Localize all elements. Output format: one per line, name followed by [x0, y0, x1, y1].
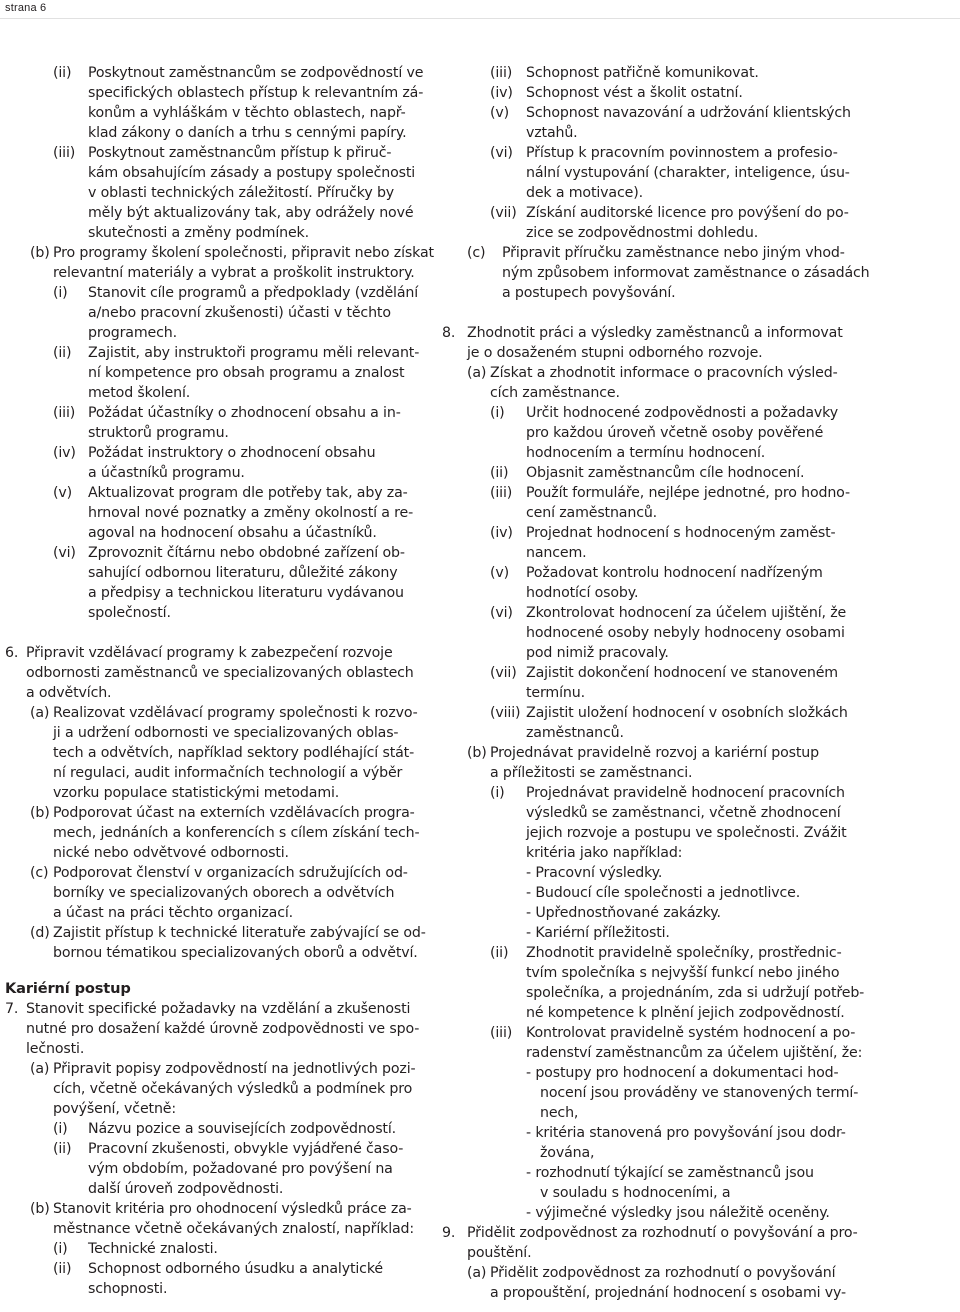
text-line: Pracovní zkušenosti, obvykle vyjádřené časo- — [88, 1141, 404, 1157]
text-line: (b) — [30, 1201, 50, 1217]
text-line: a účast na práci těchto organizací. — [53, 905, 294, 921]
text-line: 7. — [5, 1001, 19, 1017]
text-line: Zprovoznit čítárnu nebo obdobné zařízení ob- — [88, 545, 405, 561]
text-line: Projednávat pravidelně rozvoj a kariérní postup — [490, 745, 819, 761]
text-line: nocení jsou prováděny ve stanovených termí- — [540, 1085, 859, 1101]
text-line: v oblasti technických záležitostí. Příručky by — [88, 185, 395, 201]
text-line: Zhodnotit pravidelně společníky, prostřednic- — [526, 945, 842, 961]
text-line: a předpisy a technickou literaturu vydávanou — [88, 585, 404, 601]
text-line: (ii) — [53, 1261, 72, 1277]
text-line: konům a vyhláškám v těchto oblastech, např- — [88, 105, 406, 121]
text-line: (vi) — [490, 605, 513, 621]
text-line: (b) — [30, 245, 50, 261]
text-line: mech, jednáních a konferencích s cílem získání tech- — [53, 825, 420, 841]
text-line: (v) — [490, 565, 510, 581]
text-line: (b) — [467, 745, 487, 761]
text-line: ným způsobem informovat zaměstnance o zásadách — [502, 265, 870, 281]
text-line: Realizovat vzdělávací programy společnosti k rozvo- — [53, 705, 418, 721]
text-line: (iii) — [490, 485, 513, 501]
text-line: lečnosti. — [26, 1041, 85, 1057]
text-line: vým obdobím, požadované pro povýšení na — [88, 1161, 393, 1177]
text-line: hodnocené osoby nebyly hodnoceny osobami — [526, 625, 845, 641]
text-line: Použít formuláře, nejlépe jednotné, pro hodno- — [526, 485, 850, 501]
text-line: borníky ve specializovaných oborech a odvětvích — [53, 885, 395, 901]
text-line: (vi) — [490, 145, 513, 161]
text-line: bornou tématikou specializovaných oborů a odvětví. — [53, 945, 418, 961]
text-line: (iii) — [490, 65, 513, 81]
text-line: v souladu s hodnoceními, a — [540, 1185, 731, 1201]
text-line: Určit hodnocené zodpovědnosti a požadavky — [526, 405, 838, 421]
text-line: Stanovit cíle programů a předpoklady (vzdělání — [88, 285, 419, 301]
text-line: Pro programy školení společnosti, připravit nebo získat — [53, 245, 434, 261]
text-line: Projednat hodnocení s hodnoceným zaměst- — [526, 525, 836, 541]
text-line: (vi) — [53, 545, 76, 561]
text-line: kritéria jako například: — [526, 845, 683, 861]
text-line: Aktualizovat program dle potřeby tak, aby za- — [88, 485, 408, 501]
text-line: (ii) — [490, 945, 509, 961]
text-line: nické nebo odvětvové odbornosti. — [53, 845, 289, 861]
text-line: termínu. — [526, 685, 585, 701]
text-line: Zajistit uložení hodnocení v osobních složkách — [526, 705, 848, 721]
text-line: - postupy pro hodnocení a dokumentaci hod- — [526, 1065, 839, 1081]
text-line: - výjimečné výsledky jsou náležitě oceněny. — [526, 1205, 830, 1221]
text-line: a odvětvích. — [26, 685, 112, 701]
text-line: Názvu pozice a souvisejících zodpovědností. — [88, 1121, 396, 1137]
text-line: (ii) — [53, 345, 72, 361]
text-line: a příležitosti se zaměstnanci. — [490, 765, 693, 781]
text-line: klad zákony o daních a trhu s cennými papíry. — [88, 125, 407, 141]
text-line: Získání auditorské licence pro povýšení do po- — [526, 205, 849, 221]
text-line: Kontrolovat pravidelně systém hodnocení a po- — [526, 1025, 856, 1041]
text-line: Požádat účastníky o zhodnocení obsahu a in- — [88, 405, 401, 421]
text-line: Získat a zhodnotit informace o pracovních výsled- — [490, 365, 838, 381]
text-line: (iv) — [490, 525, 513, 541]
section-heading: Kariérní postup — [5, 980, 131, 997]
text-line: a účastníků programu. — [88, 465, 245, 481]
text-line: (a) — [467, 1265, 487, 1281]
text-line: městnance včetně očekávaných znalostí, například: — [53, 1221, 415, 1237]
text-line: vztahů. — [526, 125, 578, 141]
text-line: tvím společníka s nejvyšší funkcí nebo jiného — [526, 965, 840, 981]
text-line: povýšení, včetně: — [53, 1101, 176, 1117]
text-line: 8. — [442, 325, 456, 341]
text-line: Přidělit zodpovědnost za rozhodnutí o povyšování — [490, 1265, 836, 1281]
text-line: jejich rozvoje a postupu ve společnosti. Zvážit — [526, 825, 847, 841]
text-line: (c) — [467, 245, 486, 261]
text-line: skutečnosti a změny podmínek. — [88, 225, 309, 241]
text-line: vzorku populace statistickými metodami. — [53, 785, 340, 801]
text-line: - Upřednostňované zakázky. — [526, 905, 721, 921]
text-line: ji a udržení odbornosti ve specializovaných oblas- — [53, 725, 399, 741]
text-line: výsledků se zaměstnanci, včetně zhodnocení — [526, 805, 841, 821]
text-line: tech a odvětvích, například sektory podléhající stát- — [53, 745, 415, 761]
text-line: relevantní materiály a vybrat a proškolit instruktory. — [53, 265, 415, 281]
text-line: (a) — [30, 705, 50, 721]
text-line: (c) — [30, 865, 49, 881]
text-line: (ii) — [53, 65, 72, 81]
text-line: Přidělit zodpovědnost za rozhodnutí o povyšování a pro- — [467, 1225, 858, 1241]
text-line: Schopnost patřičně komunikovat. — [526, 65, 759, 81]
text-line: (i) — [490, 405, 505, 421]
text-line: (vii) — [490, 205, 517, 221]
text-line: (iii) — [53, 405, 76, 421]
text-line: zice se zodpovědnostmi dohledu. — [526, 225, 759, 241]
text-line: Zhodnotit práci a výsledky zaměstnanců a informovat — [467, 325, 843, 341]
text-line: (i) — [53, 285, 68, 301]
text-line: (vii) — [490, 665, 517, 681]
left-column — [0, 0, 440, 1312]
text-line: Zajistit přístup k technické literatuře zabývající se od- — [53, 925, 426, 941]
text-line: pouštění. — [467, 1245, 532, 1261]
text-line: kám obsahujícím zásady a postupy společnosti — [88, 165, 416, 181]
text-line: nech, — [540, 1105, 579, 1121]
text-line: společností. — [88, 605, 171, 621]
text-line: 6. — [5, 645, 19, 661]
text-line: (iv) — [53, 445, 76, 461]
text-line: nutné pro dosažení každé úrovně zodpovědnosti ve spo- — [26, 1021, 420, 1037]
text-line: Požádat instruktory o zhodnocení obsahu — [88, 445, 376, 461]
text-line: žována, — [540, 1145, 595, 1161]
text-line: (i) — [490, 785, 505, 801]
text-line: pro každou úroveň včetně osoby pověřené — [526, 425, 824, 441]
text-line: Objasnit zaměstnancům cíle hodnocení. — [526, 465, 805, 481]
text-line: Projednávat pravidelně hodnocení pracovních — [526, 785, 845, 801]
text-line: - Budoucí cíle společnosti a jednotlivce. — [526, 885, 801, 901]
text-line: cení zaměstnanců. — [526, 505, 658, 521]
text-line: - Pracovní výsledky. — [526, 865, 663, 881]
text-line: - Kariérní příležitosti. — [526, 925, 670, 941]
text-line: agoval na hodnocení obsahu a účastníků. — [88, 525, 377, 541]
text-line: (v) — [490, 105, 510, 121]
text-line: (iii) — [490, 1025, 513, 1041]
text-line: Podporovat členství v organizacích sdružujících od- — [53, 865, 408, 881]
text-line: Schopnost vést a školit ostatní. — [526, 85, 743, 101]
text-line: Schopnost odborného úsudku a analytické — [88, 1261, 383, 1277]
text-line: Zkontrolovat hodnocení za účelem ujištění, že — [526, 605, 847, 621]
text-line: (ii) — [53, 1141, 72, 1157]
text-line: 9. — [442, 1225, 456, 1241]
text-line: měly být aktualizovány tak, aby odrážely nové — [88, 205, 414, 221]
page-number-label: strana 6 — [5, 2, 47, 14]
text-line: sahující odbornou literaturu, důležité zákony — [88, 565, 398, 581]
text-line: dek a motivace). — [526, 185, 643, 201]
text-line: (i) — [53, 1121, 68, 1137]
text-line: (iv) — [490, 85, 513, 101]
text-line: a postupech povyšování. — [502, 285, 676, 301]
text-line: Zajistit dokončení hodnocení ve stanoveném — [526, 665, 838, 681]
text-line: (ii) — [490, 465, 509, 481]
text-line: Zajistit, aby instruktoři programu měli relevant- — [88, 345, 420, 361]
text-line: nální vystupování (charakter, inteligence, úsu- — [526, 165, 850, 181]
text-line: (i) — [53, 1241, 68, 1257]
text-line: Technické znalosti. — [88, 1241, 218, 1257]
text-line: Připravit vzdělávací programy k zabezpečení rozvoje — [26, 645, 393, 661]
text-line: nancem. — [526, 545, 587, 561]
text-line: (d) — [30, 925, 50, 941]
text-line: hodnocením a termínu hodnocení. — [526, 445, 766, 461]
text-line: (v) — [53, 485, 73, 501]
text-line: Připravit příručku zaměstnance nebo jiným vhod- — [502, 245, 845, 261]
text-line: ní regulaci, audit informačních technologií a výběr — [53, 765, 403, 781]
text-line: specifických oblastech přístup k relevantním zá- — [88, 85, 424, 101]
text-line: cích zaměstnance. — [490, 385, 620, 401]
text-line: ní kompetence pro obsah programu a znalost — [88, 365, 405, 381]
text-line: odbornosti zaměstnanců ve specializovaných oblastech — [26, 665, 414, 681]
text-line: Schopnost navazování a udržování klientských — [526, 105, 851, 121]
text-line: Poskytnout zaměstnancům přístup k přiruč- — [88, 145, 392, 161]
text-line: společníka, a projednáním, zda si udržují potřeb- — [526, 985, 865, 1001]
text-line: Stanovit kritéria pro ohodnocení výsledků práce za- — [53, 1201, 412, 1217]
text-line: radenství zaměstnancům za účelem ujištění, že: — [526, 1045, 863, 1061]
text-line: Připravit popisy zodpovědností na jednotlivých pozi- — [53, 1061, 416, 1077]
text-line: metod školení. — [88, 385, 191, 401]
text-line: pod nimiž pracovaly. — [526, 645, 669, 661]
text-line: Přístup k pracovním povinnostem a profesio- — [526, 145, 838, 161]
text-line: - kritéria stanovená pro povyšování jsou dodr- — [526, 1125, 846, 1141]
right-column — [440, 0, 960, 1312]
text-line: programech. — [88, 325, 177, 341]
text-line: (viii) — [490, 705, 521, 721]
text-line: hrnoval nové poznatky a změny okolností a re- — [88, 505, 414, 521]
text-line: Požadovat kontrolu hodnocení nadřízeným — [526, 565, 823, 581]
text-line: další úroveň zodpovědnosti. — [88, 1181, 284, 1197]
text-line: (a) — [467, 365, 487, 381]
text-line: schopnosti. — [88, 1281, 168, 1297]
text-line: (a) — [30, 1061, 50, 1077]
text-line: struktorů programu. — [88, 425, 229, 441]
text-line: (iii) — [53, 145, 76, 161]
text-line: Podporovat účast na externích vzdělávacích progra- — [53, 805, 415, 821]
text-line: je o dosaženém stupni odborného rozvoje. — [467, 345, 763, 361]
text-line: hodnotící osoby. — [526, 585, 639, 601]
text-line: Poskytnout zaměstnancům se zodpovědností ve — [88, 65, 424, 81]
text-line: a/nebo pracovní zkušenosti) účasti v těchto — [88, 305, 391, 321]
text-line: cích, včetně očekávaných výsledků a podmínek pro — [53, 1081, 413, 1097]
text-line: (b) — [30, 805, 50, 821]
text-line: né kompetence k plnění jejich zodpovědností. — [526, 1005, 845, 1021]
text-line: Stanovit specifické požadavky na vzdělání a zkušenosti — [26, 1001, 411, 1017]
text-line: a propouštění, projednání hodnocení s osobami vy- — [490, 1285, 846, 1301]
text-line: zaměstnanců. — [526, 725, 624, 741]
text-line: - rozhodnutí týkající se zaměstnanců jsou — [526, 1165, 814, 1181]
